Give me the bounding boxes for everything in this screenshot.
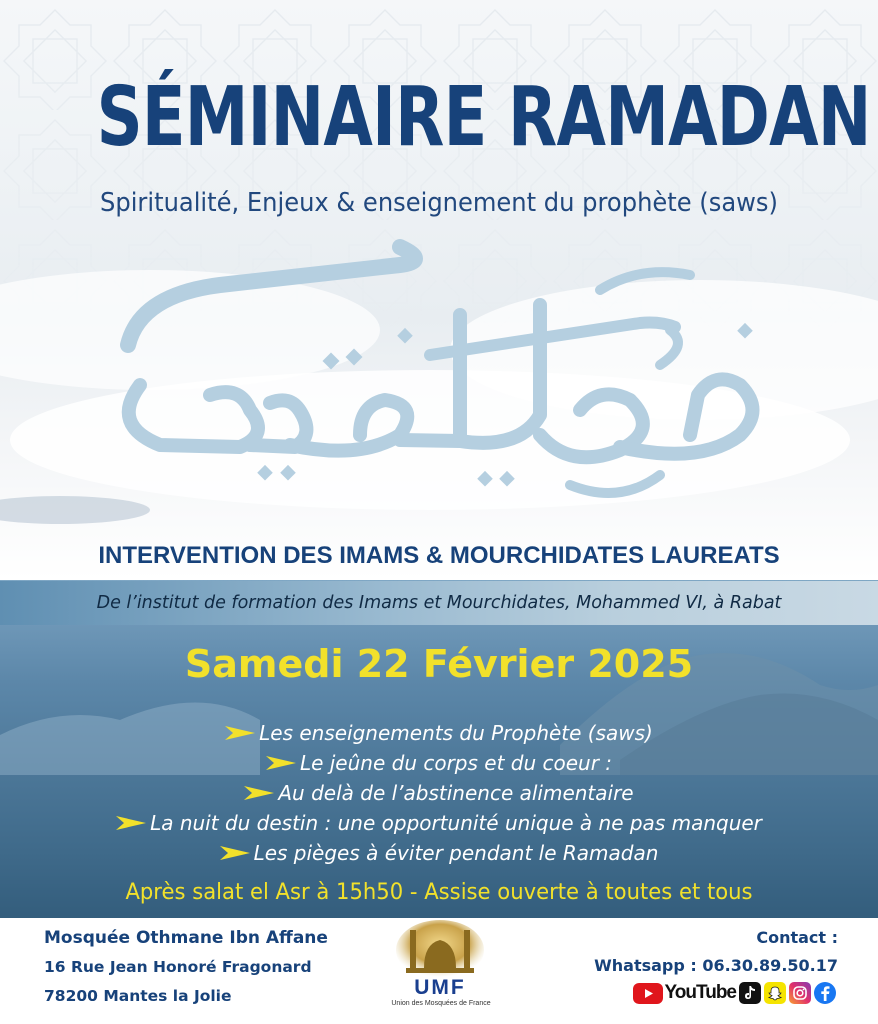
logo-caption: Union des Mosquées de France xyxy=(391,1000,491,1007)
arrow-icon xyxy=(220,844,250,862)
topic-item: Les pièges à éviter pendant le Ramadan xyxy=(0,838,878,868)
arrow-icon xyxy=(244,784,274,802)
umf-logo-text: UMF xyxy=(414,976,466,999)
mosque-name: Mosquée Othmane Ibn Affane xyxy=(44,928,328,948)
topic-item: Le jeûne du corps et du coeur : xyxy=(0,748,878,778)
event-date: Samedi 22 Février 2025 xyxy=(184,642,694,686)
topic-item: La nuit du destin : une opportunité unique à ne pas manquer xyxy=(0,808,878,838)
topic-item: Au delà de l’abstinence alimentaire xyxy=(0,778,878,808)
contact-label: Contact : xyxy=(756,928,838,947)
topics-list xyxy=(0,718,878,868)
schedule-text: Après salat el Asr à 15h50 - Assise ouverte à toutes et tous xyxy=(125,880,753,905)
street-address: 16 Rue Jean Honoré Fragonard xyxy=(44,958,312,976)
page-subtitle: Spiritualité, Enjeux & enseignement du prophète (saws) xyxy=(100,188,778,218)
facebook-icon[interactable] xyxy=(814,982,836,1004)
snapchat-icon[interactable] xyxy=(764,982,786,1004)
contact-block xyxy=(594,928,838,984)
social-links xyxy=(633,982,836,1004)
intervention-heading: INTERVENTION DES IMAMS & MOURCHIDATES LAUREATS xyxy=(98,542,780,569)
instagram-icon[interactable] xyxy=(789,982,811,1004)
youtube-icon xyxy=(633,983,663,1004)
address-block xyxy=(44,928,328,1016)
arrow-icon xyxy=(225,724,255,742)
page-title: SÉMINAIRE RAMADAN xyxy=(96,70,871,165)
youtube-wordmark: YouTube xyxy=(664,982,736,1003)
youtube-link[interactable] xyxy=(633,982,736,1004)
arabic-calligraphy-image xyxy=(100,235,790,515)
institut-text: De l’institut de formation des Imams et Mourchidates, Mohammed VI, à Rabat xyxy=(96,593,782,613)
arrow-icon xyxy=(116,814,146,832)
topic-item: Les enseignements du Prophète (saws) xyxy=(0,718,878,748)
city-address: 78200 Mantes la Jolie xyxy=(44,987,232,1005)
whatsapp-number[interactable]: Whatsapp : 06.30.89.50.17 xyxy=(594,956,838,975)
tiktok-icon[interactable] xyxy=(739,982,761,1004)
arrow-icon xyxy=(266,754,296,772)
